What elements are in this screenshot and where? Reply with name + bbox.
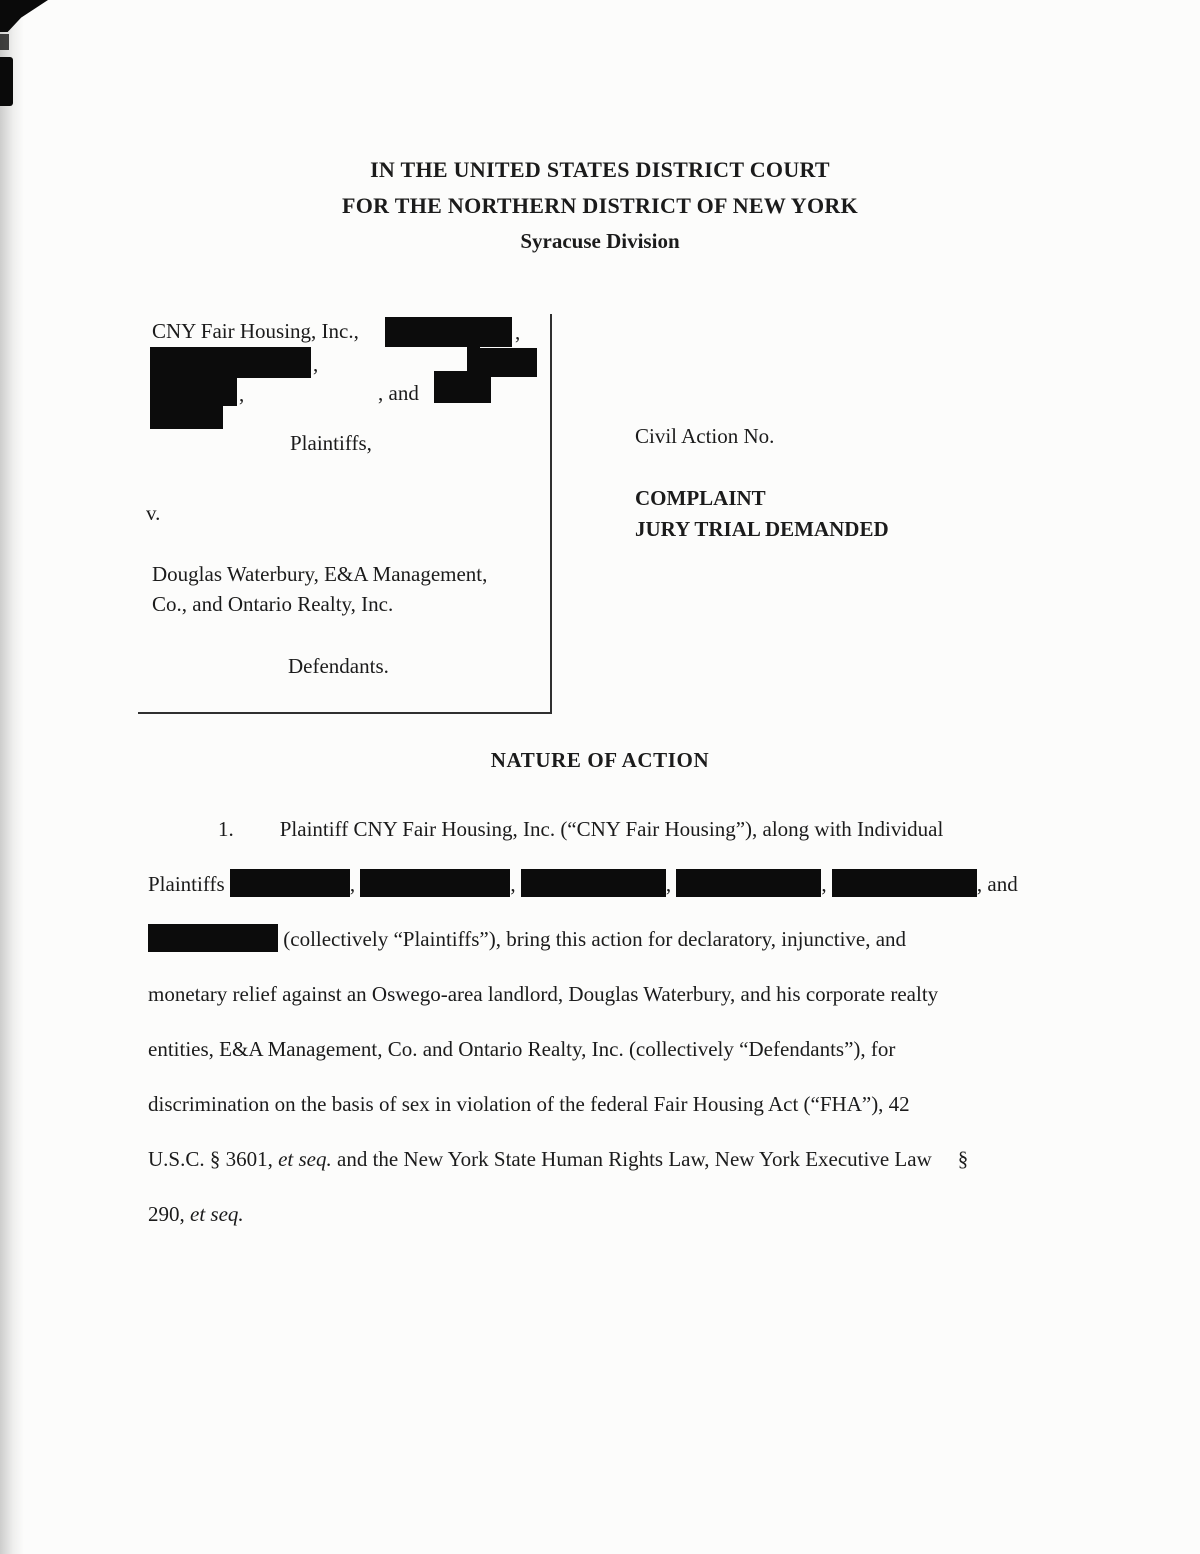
versus-label: v. <box>146 501 161 525</box>
body-text-line <box>148 1077 1070 1132</box>
body-text-segment: monetary relief against an Oswego-area landlord, Douglas Waterbury, and his corporate realty <box>148 982 939 1006</box>
body-paragraph <box>148 802 1070 1242</box>
document-header <box>0 152 1200 258</box>
redaction-box <box>230 869 350 897</box>
scan-artifact <box>0 0 48 32</box>
body-text-segment: U.S.C. § 3601, <box>148 1147 279 1171</box>
body-text-segment: § <box>957 1147 969 1171</box>
district-name-line: FOR THE NORTHERN DISTRICT OF NEW YORK <box>341 193 858 218</box>
division-line: Syracuse Division <box>520 229 680 253</box>
redaction-box <box>150 347 311 378</box>
caption-comma: , <box>239 382 245 406</box>
body-text-segment: et seq. <box>190 1202 244 1226</box>
redaction-box <box>222 377 237 406</box>
caption-plaintiff-name: CNY Fair Housing, Inc., <box>152 319 359 343</box>
body-text-line <box>148 912 1070 967</box>
redaction-box <box>832 869 977 897</box>
body-text-line <box>148 1187 1070 1242</box>
body-text-segment: Plaintiff CNY Fair Housing, Inc. (“CNY Fair Housing”), along with Individual <box>279 817 944 841</box>
civil-action-no-label: Civil Action No. <box>635 424 775 448</box>
body-text-segment: 290, <box>148 1202 190 1226</box>
caption-comma: , <box>515 320 521 344</box>
section-heading-nature-of-action: NATURE OF ACTION <box>490 748 710 772</box>
body-text-line <box>148 1132 1070 1187</box>
redaction-box <box>150 377 223 429</box>
body-text-segment: , <box>665 872 677 896</box>
body-text-line <box>148 802 1070 857</box>
body-text-segment: Plaintiffs <box>148 872 230 896</box>
body-text-segment: et seq. <box>278 1147 332 1171</box>
redaction-box <box>385 317 512 347</box>
body-text-segment: , <box>821 872 832 896</box>
body-text-segment: (collectively “Plaintiffs”), bring this action for declaratory, injunctive, and <box>278 927 907 951</box>
plaintiffs-label: Plaintiffs, <box>290 431 372 455</box>
scan-artifact <box>0 34 9 50</box>
jury-demand-title: JURY TRIAL DEMANDED <box>635 517 889 541</box>
caption-and-text: , and <box>378 381 419 405</box>
body-text-line <box>148 857 1070 912</box>
redaction-box <box>360 869 510 897</box>
defendants-label: Defendants. <box>288 654 389 678</box>
body-text-segment: entities, E&A Management, Co. and Ontario Realty, Inc. (collectively “Defendants”), for <box>148 1037 896 1061</box>
body-text-segment: 1. <box>218 817 234 841</box>
defendants-name-line1: Douglas Waterbury, E&A Management, <box>152 562 488 586</box>
complaint-title: COMPLAINT <box>635 486 766 510</box>
defendants-name-line2: Co., and Ontario Realty, Inc. <box>152 592 394 616</box>
body-text-segment: discrimination on the basis of sex in violation of the federal Fair Housing Act (“FHA”), 42 <box>148 1092 910 1116</box>
redaction-box <box>467 340 480 374</box>
redaction-box <box>676 869 821 897</box>
body-text-segment: , <box>349 872 361 896</box>
caption-comma: , <box>313 352 319 376</box>
body-text-line <box>148 967 1070 1022</box>
scan-artifact <box>0 57 13 106</box>
court-name-line: IN THE UNITED STATES DISTRICT COURT <box>370 157 830 182</box>
redaction-box <box>148 924 278 952</box>
body-text-segment: , and <box>976 872 1018 896</box>
body-text-segment: and the New York State Human Rights Law, New York Executive Law <box>331 1147 932 1171</box>
redaction-box <box>434 371 491 403</box>
body-text-line <box>148 1022 1070 1077</box>
body-text-segment: , <box>510 872 521 896</box>
redaction-box <box>521 869 666 897</box>
